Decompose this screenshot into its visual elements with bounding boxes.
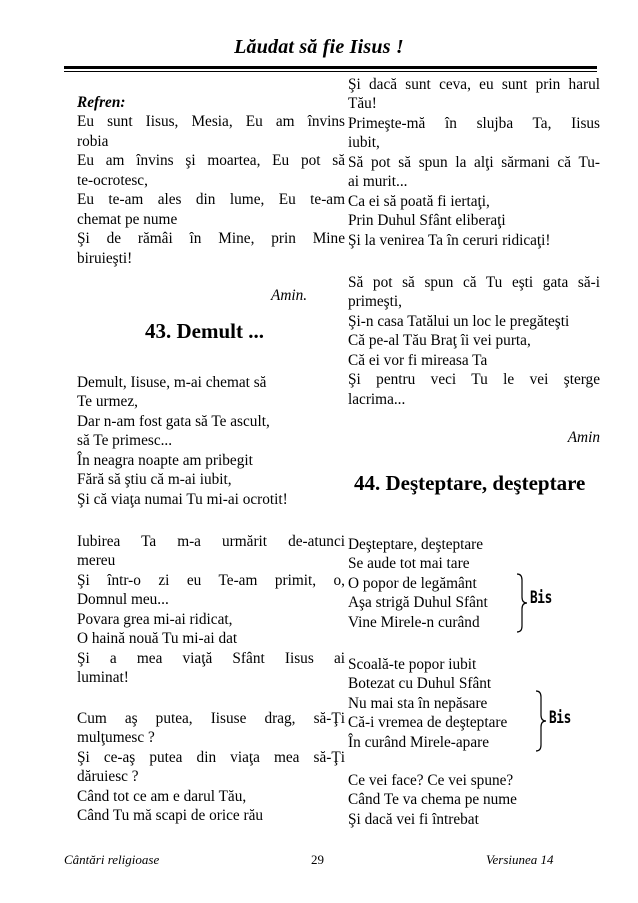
verse-line: Ce vei face? Ce vei spune? <box>348 772 514 789</box>
verse-line: Şi că viaţa numai Tu mi-ai ocrotit! <box>77 491 288 508</box>
right-brace-icon <box>514 572 530 634</box>
header-rule-thin <box>64 71 597 72</box>
verse-line: Şi pentru veci Tu le vei şterge <box>348 371 600 388</box>
verse-line: Să pot să spun că Tu eşti gata să-i <box>348 274 600 291</box>
verse-line: Botezat cu Duhul Sfânt <box>348 675 492 692</box>
verse-line: Vine Mirele-n curând <box>348 614 480 631</box>
refrain-line: Eu am învins şi moartea, Eu pot să <box>77 152 345 169</box>
header-rule-thick <box>64 66 597 69</box>
verse-line: mereu <box>77 552 116 569</box>
verse-line: să Te primesc... <box>77 432 173 449</box>
verse-line: Tău! <box>348 95 377 112</box>
refrain-line: Eu sunt Iisus, Mesia, Eu am învins <box>77 113 345 130</box>
refrain-line: chemat pe nume <box>77 211 178 228</box>
footer-version: Versiunea 14 <box>486 852 554 867</box>
verse-line: Se aude tot mai tare <box>348 555 470 572</box>
amen-label: Amin <box>567 429 600 446</box>
verse-line: Demult, Iisuse, m-ai chemat să <box>77 374 267 391</box>
verse-line: Când Tu mă scapi de orice rău <box>77 807 264 824</box>
verse-line: primeşti, <box>348 293 402 310</box>
verse-line: Şi-n casa Tatălui un loc le pregăteşti <box>348 313 570 330</box>
verse-line: Şi ce-aş putea din viaţa mea să-Ţi <box>77 749 345 766</box>
verse-line: Şi a mea viaţă Sfânt Iisus ai <box>77 650 345 667</box>
page-header-title: Lăudat să fie Iisus ! <box>234 36 404 58</box>
refrain-line: Şi de rămâi în Mine, prin Mine <box>77 230 345 247</box>
verse-line: Fără să ştiu că m-ai iubit, <box>77 471 232 488</box>
amen-label: Amin. <box>271 287 308 304</box>
verse-line: Când tot ce am e darul Tău, <box>77 788 247 805</box>
verse-line: Când Te va chema pe nume <box>348 791 517 808</box>
verse-line: Cum aş putea, Iisuse drag, să-Ţi <box>77 710 345 727</box>
song-title-43: 43. Demult ... <box>145 319 264 343</box>
verse-line: lacrima... <box>348 391 406 408</box>
verse-line: luminat! <box>77 669 129 686</box>
footer-page-number: 29 <box>311 852 324 867</box>
song-title-44: 44. Deşteptare, deşteptare <box>354 471 586 495</box>
verse-line: Povara grea mi-ai ridicat, <box>77 611 233 628</box>
refrain-line: robia <box>77 133 109 150</box>
verse-line: dăruiesc ? <box>77 768 139 785</box>
verse-line: mulţumesc ? <box>77 729 155 746</box>
refrain-line: te-ocrotesc, <box>77 172 148 189</box>
verse-line: Iubirea Ta m-a urmărit de-atunci <box>77 533 345 550</box>
verse-line: O haină nouă Tu mi-ai dat <box>77 630 238 647</box>
verse-line: Primeşte-mă în slujba Ta, Iisus <box>348 115 600 132</box>
verse-line: Şi dacă vei fi întrebat <box>348 811 479 828</box>
verse-line: iubit, <box>348 134 380 151</box>
refrain-label: Refren: <box>77 94 126 111</box>
refrain-line: biruieşti! <box>77 250 133 267</box>
bis-label: Bis <box>530 588 552 608</box>
verse-line: Şi dacă sunt ceva, eu sunt prin harul <box>348 76 600 93</box>
verse-line: Deşteptare, deşteptare <box>348 536 484 553</box>
verse-line: Domnul meu... <box>77 591 169 608</box>
verse-line: Aşa strigă Duhul Sfânt <box>348 594 488 611</box>
verse-line: Ca ei să poată fi iertaţi, <box>348 193 490 210</box>
verse-line: În neagra noapte am pribegit <box>77 452 253 469</box>
verse-line: ai murit... <box>348 173 408 190</box>
refrain-line: Eu te-am ales din lume, Eu te-am <box>77 191 345 208</box>
footer-book-title: Cântări religioase <box>64 852 160 867</box>
verse-line: Şi la venirea Ta în ceruri ridicaţi! <box>348 232 551 249</box>
verse-line: Te urmez, <box>77 393 138 410</box>
verse-line: O popor de legământ <box>348 575 477 592</box>
verse-line: Prin Duhul Sfânt eliberaţi <box>348 212 506 229</box>
verse-line: Că-i vremea de deşteptare <box>348 714 508 731</box>
verse-line: Că pe-al Tău Braţ îi vei purta, <box>348 332 531 349</box>
verse-line: Că ei vor fi mireasa Ta <box>348 352 488 369</box>
verse-line: Scoală-te popor iubit <box>348 656 477 673</box>
verse-line: În curând Mirele-apare <box>348 734 489 751</box>
verse-line: Să pot să spun la alţi sărmani că Tu- <box>348 154 600 171</box>
verse-line: Şi într-o zi eu Te-am primit, o, <box>77 572 345 589</box>
verse-line: Dar n-am fost gata să Te ascult, <box>77 413 270 430</box>
bis-label: Bis <box>549 708 571 728</box>
right-brace-icon <box>533 689 549 753</box>
verse-line: Nu mai sta în nepăsare <box>348 695 488 712</box>
